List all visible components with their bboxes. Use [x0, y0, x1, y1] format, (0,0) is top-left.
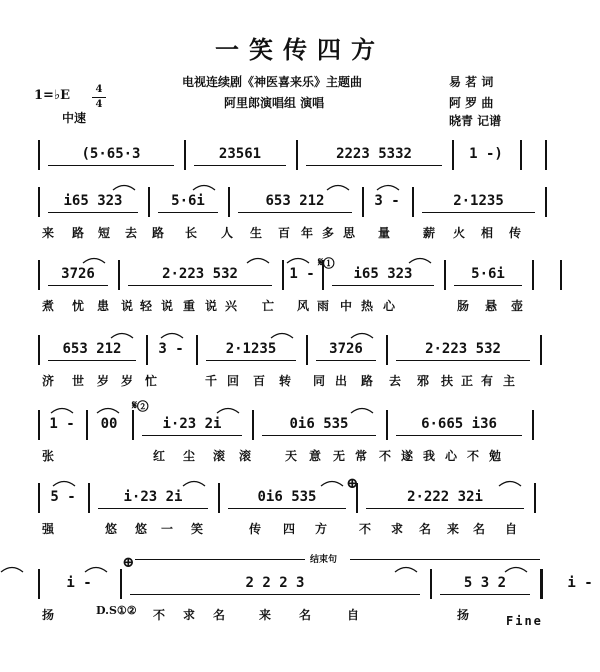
- lyric-syllable: 雨: [316, 299, 329, 313]
- beam-line: [316, 360, 376, 361]
- coda-mark: ⊕: [346, 474, 359, 492]
- slur-arc: [182, 479, 206, 487]
- lyric-syllable: 思: [342, 226, 355, 240]
- measure-notes: 2·223 532: [162, 266, 238, 282]
- time-signature-line: [92, 97, 106, 98]
- beam-line: [422, 212, 535, 213]
- beam-line: [194, 165, 286, 166]
- lyric-syllable: 求: [390, 522, 403, 536]
- lyric-syllable: 四: [282, 522, 295, 536]
- lyric-syllable: 忙: [144, 374, 157, 388]
- slur-arc: [320, 479, 344, 487]
- lyric-syllable: 亡: [261, 299, 274, 313]
- slur-arc: [246, 256, 270, 264]
- barline: [452, 140, 454, 170]
- barline: [362, 187, 364, 217]
- barline: [520, 140, 522, 170]
- lyric-syllable: 不: [378, 449, 391, 463]
- barline: [545, 187, 547, 217]
- lyric-syllable: 来: [446, 522, 459, 536]
- measure-notes: 5 -: [50, 489, 76, 505]
- slur-arc: [82, 256, 106, 264]
- lyric-syllable: 尘: [182, 449, 195, 463]
- lyric-syllable: 名: [418, 522, 431, 536]
- measure-notes: 0i6 535: [257, 489, 317, 505]
- barline: [148, 187, 150, 217]
- lyric-syllable: 自: [504, 522, 517, 536]
- transcriber-credit: 晓青 记谱: [449, 114, 502, 128]
- lyric-syllable: 忧: [71, 299, 84, 313]
- lyric-syllable: 天: [284, 449, 297, 463]
- measure-notes: i65 323: [63, 193, 123, 209]
- barline: [444, 260, 446, 290]
- lyric-syllable: 有: [480, 374, 493, 388]
- lyric-syllable: 勉: [488, 449, 501, 463]
- lyric-syllable: 多: [321, 226, 334, 240]
- measure-notes: 3726: [329, 341, 363, 357]
- lyric-syllable: 名: [472, 522, 485, 536]
- page-title: 一笑传四方: [215, 36, 385, 64]
- lyric-syllable: 张: [41, 449, 54, 463]
- beam-line: [396, 360, 530, 361]
- slur-arc: [408, 256, 432, 264]
- barline: [38, 140, 40, 170]
- lyric-syllable: 量: [377, 226, 390, 240]
- barline: [306, 335, 308, 365]
- slur-arc: [0, 565, 24, 573]
- lyric-syllable: 岁: [96, 374, 109, 388]
- slur-arc: [350, 406, 374, 414]
- lyric-syllable: 肠: [456, 299, 469, 313]
- barline: [218, 483, 220, 513]
- lyric-syllable: 说: [120, 299, 133, 313]
- lyric-syllable: 名: [298, 608, 311, 622]
- measure-notes: i·23 2i: [162, 416, 222, 432]
- lyric-syllable: 兴: [224, 299, 237, 313]
- barline: [88, 483, 90, 513]
- beam-line: [48, 212, 138, 213]
- barline: [296, 140, 298, 170]
- lyric-syllable: 无: [332, 449, 345, 463]
- measure-notes: 23561: [218, 146, 262, 162]
- lyric-syllable: 生: [249, 226, 262, 240]
- key-signature: 1=♭E: [34, 88, 70, 103]
- lyric-syllable: 心: [382, 299, 395, 313]
- lyric-syllable: 路: [151, 226, 164, 240]
- lyric-syllable: 来: [258, 608, 271, 622]
- lyric-syllable: 求: [182, 608, 195, 622]
- beam-line: [98, 508, 208, 509]
- lyric-syllable: 转: [278, 374, 291, 388]
- lyric-syllable: 济: [41, 374, 54, 388]
- lyric-syllable: 意: [308, 449, 321, 463]
- barline: [38, 187, 40, 217]
- beam-line: [396, 435, 522, 436]
- lyric-syllable: 壶: [510, 299, 523, 313]
- slur-arc: [498, 479, 522, 487]
- lyric-syllable: 红: [152, 449, 165, 463]
- lyric-syllable: 滚: [238, 449, 251, 463]
- lyric-syllable: 去: [388, 374, 401, 388]
- measure-notes: 3726: [61, 266, 95, 282]
- measure-notes: 5 3 2: [463, 575, 507, 591]
- barline: [196, 335, 198, 365]
- lyric-syllable: 扬: [456, 608, 469, 622]
- measure-notes: 2 2 2 3: [245, 575, 305, 591]
- measure-notes: 00: [100, 416, 118, 432]
- lyric-syllable: 扶: [440, 374, 453, 388]
- lyric-syllable: 长: [184, 226, 197, 240]
- lyric-syllable: 路: [360, 374, 373, 388]
- lyric-syllable: 来: [41, 226, 54, 240]
- measure-notes: 2·223 532: [425, 341, 501, 357]
- lyric-syllable: 我: [422, 449, 435, 463]
- measure-notes: 2223 5332: [336, 146, 412, 162]
- lyric-syllable: 一: [160, 522, 173, 536]
- barline: [38, 569, 40, 599]
- lyric-syllable: 强: [41, 522, 54, 536]
- lyric-syllable: 百: [277, 226, 290, 240]
- lyricist-credit: 易 茗 词: [449, 75, 494, 89]
- beam-line: [238, 212, 352, 213]
- lyric-syllable: 同: [312, 374, 325, 388]
- barline: [282, 260, 284, 290]
- measure-notes: 3 -: [374, 193, 400, 209]
- slur-arc: [110, 331, 134, 339]
- measure-notes: 5·6i: [471, 266, 505, 282]
- measure-notes: 1 -: [289, 266, 315, 282]
- lyric-syllable: 心: [444, 449, 457, 463]
- lyric-syllable: 薪: [422, 226, 435, 240]
- lyric-syllable: 遂: [400, 449, 413, 463]
- lyric-syllable: 自: [346, 608, 359, 622]
- beam-line: [206, 360, 296, 361]
- segno-1-mark: 𝄋①: [318, 255, 335, 269]
- beam-line: [332, 285, 434, 286]
- slur-arc: [326, 183, 350, 191]
- slur-arc: [216, 406, 240, 414]
- lyric-syllable: 去: [124, 226, 137, 240]
- measure-notes: i -: [66, 575, 92, 591]
- measure-notes: (5·65·3: [81, 146, 141, 162]
- composer-credit: 阿 罗 曲: [449, 96, 494, 110]
- measure-notes: i·23 2i: [123, 489, 183, 505]
- measure-notes: i65 323: [353, 266, 413, 282]
- lyric-syllable: 火: [452, 226, 465, 240]
- lyric-syllable: 风: [296, 299, 309, 313]
- lyric-syllable: 传: [248, 522, 261, 536]
- time-signature-bottom: 4: [95, 99, 103, 110]
- beam-line: [128, 285, 272, 286]
- lyric-syllable: 不: [358, 522, 371, 536]
- lyric-syllable: 岁: [120, 374, 133, 388]
- ending-bracket-right: [350, 559, 540, 560]
- lyric-syllable: 悠: [104, 522, 117, 536]
- barline: [534, 483, 536, 513]
- beam-line: [228, 508, 346, 509]
- measure-notes: 6·665 i36: [421, 416, 497, 432]
- tempo-marking: 中速: [62, 111, 87, 125]
- lyric-syllable: 悬: [484, 299, 497, 313]
- lyric-syllable: 短: [97, 226, 110, 240]
- lyric-syllable: 悠: [134, 522, 147, 536]
- slur-arc: [192, 183, 216, 191]
- barline: [532, 410, 534, 440]
- lyric-syllable: 不: [152, 608, 165, 622]
- lyric-syllable: 出: [334, 374, 347, 388]
- lyric-syllable: 人: [220, 226, 233, 240]
- barline: [120, 569, 122, 599]
- slur-arc: [160, 331, 184, 339]
- lyric-syllable: 正: [460, 374, 473, 388]
- slur-arc: [394, 565, 418, 573]
- barline: [184, 140, 186, 170]
- barline: [228, 187, 230, 217]
- measure-notes: 2·1235: [225, 341, 277, 357]
- lyric-syllable: 患: [96, 299, 109, 313]
- subtitle: 电视连续剧《神医喜来乐》主题曲: [182, 75, 363, 89]
- measure-notes: 2·1235: [453, 193, 504, 209]
- slur-arc: [50, 406, 74, 414]
- measure-notes: 2·222 32i: [407, 489, 483, 505]
- lyric-syllable: 说: [204, 299, 217, 313]
- barline: [386, 335, 388, 365]
- lyric-syllable: 年: [300, 226, 313, 240]
- barline: [540, 335, 542, 365]
- beam-line: [158, 212, 218, 213]
- lyric-syllable: 重: [182, 299, 195, 313]
- barline: [532, 260, 534, 290]
- barline: [118, 260, 120, 290]
- ending-bracket-left: [135, 559, 305, 560]
- measure-notes: 653 212: [62, 341, 122, 357]
- lyric-syllable: 回: [226, 374, 239, 388]
- measure-notes: i -: [567, 575, 593, 591]
- lyric-syllable: 百: [252, 374, 265, 388]
- measure-notes: 1 -: [49, 416, 75, 432]
- final-barline: [540, 569, 543, 599]
- beam-line: [262, 435, 376, 436]
- barline: [38, 260, 40, 290]
- coda-mark-ending: ⊕: [122, 553, 135, 571]
- barline: [545, 140, 547, 170]
- slur-arc: [350, 331, 374, 339]
- beam-line: [48, 360, 136, 361]
- beam-line: [306, 165, 442, 166]
- barline: [252, 410, 254, 440]
- fine-marking: Fine: [506, 614, 543, 628]
- beam-line: [142, 435, 242, 436]
- barline: [132, 410, 134, 440]
- beam-line: [454, 285, 522, 286]
- ds-marking: D.S①②: [96, 604, 137, 617]
- lyric-syllable: 名: [212, 608, 225, 622]
- barline: [386, 410, 388, 440]
- barline: [38, 483, 40, 513]
- barline: [86, 410, 88, 440]
- barline: [412, 187, 414, 217]
- barline: [430, 569, 432, 599]
- slur-arc: [96, 406, 120, 414]
- lyric-syllable: 千: [204, 374, 217, 388]
- performer-credit: 阿里郎演唱组 演唱: [224, 96, 325, 110]
- slur-arc: [504, 565, 528, 573]
- beam-line: [48, 165, 174, 166]
- lyric-syllable: 煮: [41, 299, 54, 313]
- lyric-syllable: 笑: [190, 522, 203, 536]
- slur-arc: [376, 183, 400, 191]
- lyric-syllable: 路: [71, 226, 84, 240]
- lyric-syllable: 轻: [139, 299, 152, 313]
- measure-notes: 653 212: [265, 193, 325, 209]
- segno-2-mark: 𝄋②: [132, 398, 149, 412]
- beam-line: [366, 508, 524, 509]
- slur-arc: [84, 565, 108, 573]
- measure-notes: 1 -): [469, 146, 503, 162]
- lyric-syllable: 说: [160, 299, 173, 313]
- slur-arc: [112, 183, 136, 191]
- measure-notes: 3 -: [158, 341, 184, 357]
- slur-arc: [52, 479, 76, 487]
- lyric-syllable: 世: [71, 374, 84, 388]
- beam-line: [440, 594, 530, 595]
- slur-arc: [270, 331, 294, 339]
- lyric-syllable: 主: [502, 374, 515, 388]
- lyric-syllable: 不: [466, 449, 479, 463]
- lyric-syllable: 热: [360, 299, 373, 313]
- lyric-syllable: 常: [354, 449, 367, 463]
- barline: [146, 335, 148, 365]
- lyric-syllable: 扬: [41, 608, 54, 622]
- measure-notes: 0i6 535: [289, 416, 349, 432]
- time-signature-top: 4: [95, 84, 103, 95]
- lyric-syllable: 邪: [416, 374, 429, 388]
- barline: [38, 410, 40, 440]
- lyric-syllable: 中: [339, 299, 352, 313]
- beam-line: [48, 285, 108, 286]
- measure-notes: 5·6i: [171, 193, 205, 209]
- barline: [560, 260, 562, 290]
- lyric-syllable: 滚: [212, 449, 225, 463]
- beam-line: [130, 594, 420, 595]
- lyric-syllable: 相: [480, 226, 493, 240]
- lyric-syllable: 方: [314, 522, 327, 536]
- slur-arc: [286, 256, 310, 264]
- lyric-syllable: 传: [508, 226, 521, 240]
- ending-label: 结束句: [310, 555, 338, 565]
- barline: [38, 335, 40, 365]
